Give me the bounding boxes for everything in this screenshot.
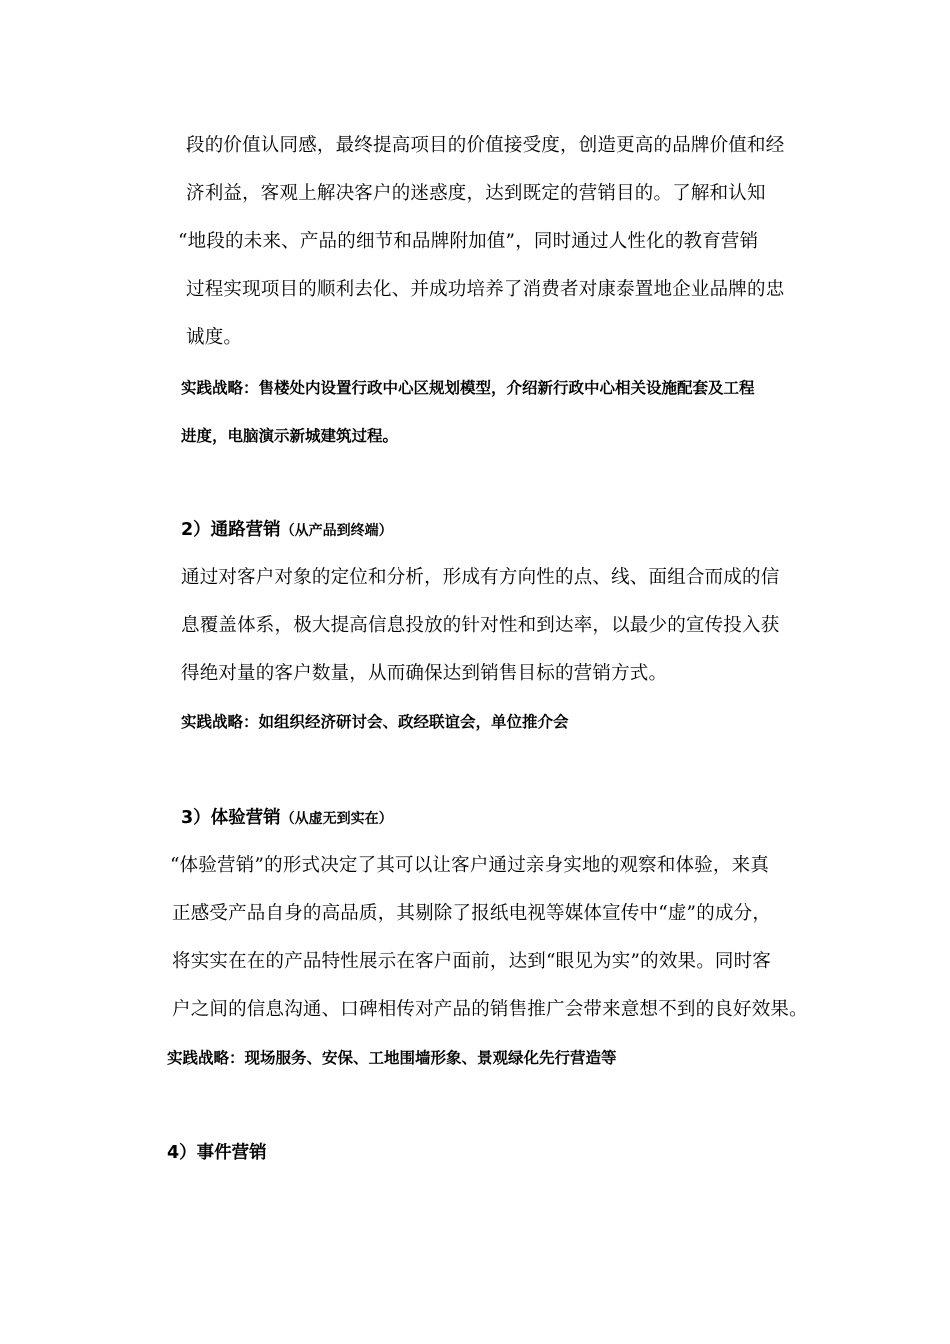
paragraph-line: “地段的未来、产品的细节和品牌附加值”，同时通过人性化的教育营销 [178, 231, 759, 252]
practice-strategy-line: 实践战略：售楼处内设置行政中心区规划模型，介绍新行政中心相关设施配套及工程 [181, 379, 755, 397]
paragraph-line: “体验营销”的形式决定了其可以让客户通过亲身实地的观察和体验，来真 [170, 855, 770, 876]
heading-title: 2）通路营销 [181, 520, 281, 540]
practice-strategy-line: 实践战略：如组织经济研讨会、政经联谊会，单位推介会 [181, 713, 569, 731]
paragraph-line: 息覆盖体系，极大提高信息投放的针对性和到达率，以最少的宣传投入获 [181, 615, 780, 636]
paragraph-line: 过程实现项目的顺利去化、并成功培养了消费者对康泰置地企业品牌的忠 [186, 279, 785, 300]
paragraph-line: 济利益，客观上解决客户的迷惑度，达到既定的营销目的。了解和认知 [186, 183, 766, 204]
section-heading-experience-marketing [181, 806, 393, 831]
practice-strategy-line: 实践战略：现场服务、安保、工地围墙形象、景观绿化先行营造等 [167, 1049, 617, 1067]
heading-title: 3）体验营销 [181, 808, 281, 828]
paragraph-line: 段的价值认同感，最终提高项目的价值接受度，创造更高的品牌价值和经 [186, 135, 785, 156]
section-heading-event-marketing: 4）事件营销 [167, 1143, 267, 1163]
practice-strategy-line: 进度，电脑演示新城建筑过程。 [181, 427, 399, 445]
paragraph-line: 通过对客户对象的定位和分析，形成有方向性的点、线、面组合而成的信 [181, 567, 780, 588]
paragraph-line: 将实实在在的产品特性展示在客户面前，达到“眼见为实”的效果。同时客 [172, 951, 772, 972]
section-heading-channel-marketing [181, 518, 393, 543]
heading-subtitle: （从虚无到实在） [280, 811, 393, 827]
paragraph-line: 正感受产品自身的高品质，其剔除了报纸电视等媒体宣传中“虚”的成分， [172, 903, 772, 924]
heading-subtitle: （从产品到终端） [280, 523, 393, 539]
paragraph-line: 诚度。 [186, 327, 243, 348]
paragraph-line: 得绝对量的客户数量，从而确保达到销售目标的营销方式。 [181, 663, 668, 684]
paragraph-line: 户之间的信息沟通、口碑相传对产品的销售推广会带来意想不到的良好效果。 [172, 999, 808, 1020]
